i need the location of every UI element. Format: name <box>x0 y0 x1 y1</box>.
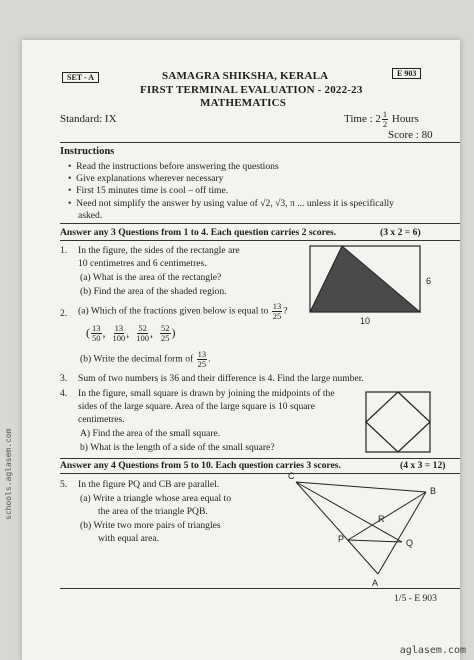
section-1-marks: (3 x 2 = 6) <box>380 227 421 238</box>
time-fraction <box>382 110 388 129</box>
instruction-item: • Give explanations wherever necessary <box>68 173 224 184</box>
q5-part-a-line2: the area of the triangle PQB. <box>98 506 208 517</box>
segment-cq <box>296 482 402 542</box>
q2-part-a <box>78 302 287 321</box>
time-label <box>344 110 419 129</box>
time-prefix: Time : 2 <box>344 113 381 126</box>
q4-line1: In the figure, small square is drawn by joining the midpoints of the <box>78 388 335 399</box>
q2-target-numerator: 13 <box>272 301 282 311</box>
label-c: C <box>288 471 295 481</box>
q4-line3: centimetres. <box>78 414 125 425</box>
organisation-title: SAMAGRA SHIKSHA, KERALA <box>162 70 329 82</box>
segment-bp <box>348 492 426 540</box>
exam-title: FIRST TERMINAL EVALUATION - 2022-23 <box>140 84 363 96</box>
option-fraction <box>136 324 149 343</box>
q2-target-denominator: 25 <box>272 311 282 321</box>
large-square <box>366 392 430 452</box>
option-fraction <box>113 324 126 343</box>
score-label: Score : 80 <box>388 129 433 141</box>
section-2-heading: Answer any 4 Questions from 5 to 10. Each question carries 3 scores. <box>60 460 341 471</box>
shaded-triangle <box>310 246 420 312</box>
header-rule <box>60 142 460 143</box>
page-number: 1/5 - E 903 <box>394 593 437 604</box>
rectangle-height-label: 6 <box>426 276 432 286</box>
footer-rule <box>60 588 460 589</box>
q5-part-b-line2: with equal area. <box>98 533 159 544</box>
instructions-title: Instructions <box>60 146 115 157</box>
q5-part-b-line1: (b) Write two more pairs of triangles <box>80 520 221 531</box>
q2-number: 2. <box>60 308 68 319</box>
option-denominator: 25 <box>161 333 170 343</box>
standard-label: Standard: IX <box>60 113 117 125</box>
option-denominator: 100 <box>136 333 149 343</box>
q4-line2: sides of the large square. Area of the large square is 10 square <box>78 401 316 412</box>
instruction-item: • Need not simplify the answer by using value of √2, √3, π ... unless it is specifically <box>68 198 394 209</box>
label-r: R <box>378 514 385 524</box>
q1-part-a: (a) What is the area of the rectangle? <box>80 272 222 283</box>
instruction-text: Read the instructions before answering the questions <box>76 161 279 172</box>
section-1-heading: Answer any 3 Questions from 1 to 4. Each question carries 2 scores. <box>60 227 337 238</box>
segment-pq <box>348 540 402 542</box>
subject-title: MATHEMATICS <box>200 97 287 109</box>
q5-triangle-figure <box>284 470 444 588</box>
q2-target-fraction <box>272 302 283 321</box>
q3-number: 3. <box>60 373 68 384</box>
q2-b-denominator: 25 <box>197 359 207 369</box>
q2-part-b-text: (b) Write the decimal form of <box>80 353 194 365</box>
section-2-rule-top <box>60 458 460 459</box>
option-fraction <box>91 324 102 343</box>
q4-part-a: A) Find the area of the small square. <box>80 428 221 439</box>
option-numerator: 13 <box>114 323 124 333</box>
set-badge: SET - A <box>62 72 99 83</box>
option-denominator: 50 <box>92 333 101 343</box>
time-unit: Hours <box>391 113 419 126</box>
q1-line2: 10 centimetres and 6 centimetres. <box>78 258 207 269</box>
q1-number: 1. <box>60 245 68 256</box>
option-numerator: 52 <box>138 323 147 333</box>
q2-part-a-text: (a) Which of the fractions given below is equal to <box>78 305 269 317</box>
rectangle-width-label: 10 <box>360 316 371 326</box>
instruction-item: • First 15 minutes time is cool – off time. <box>68 185 229 196</box>
label-p: P <box>338 534 345 544</box>
site-watermark: aglasem.com <box>399 645 466 656</box>
instruction-item: • Read the instructions before answering the questions <box>68 161 279 172</box>
option-numerator: 13 <box>92 323 101 333</box>
option-fraction <box>160 324 171 343</box>
section-1-rule <box>60 240 460 241</box>
q5-line1: In the figure PQ and CB are parallel. <box>78 479 220 490</box>
q4-square-figure <box>362 390 436 456</box>
segment-cb <box>296 482 426 492</box>
label-q: Q <box>406 538 414 548</box>
q2-b-numerator: 13 <box>197 349 207 359</box>
q2-part-b: (b) Write the decimal form of $\frac{13}{25}$ . <box>80 349 211 369</box>
q2-options: ( $\frac{13}{50}$ , $\frac{13}{100}$ , $\frac{52}{100}$ , $\frac{52}{25}$ ) <box>86 323 176 343</box>
q3-text: Sum of two numbers is 36 and their difference is 4. Find the large number. <box>78 373 364 384</box>
exam-paper <box>22 40 460 660</box>
segment-ca <box>296 482 378 574</box>
side-watermark: schools.aglasem.com <box>4 428 13 520</box>
q5-number: 5. <box>60 479 68 490</box>
option-denominator: 100 <box>112 333 126 343</box>
label-b: B <box>430 486 437 496</box>
q1-line1: In the figure, the sides of the rectangle are <box>78 245 240 256</box>
q1-rectangle-figure <box>306 244 446 326</box>
paper-code-badge: E 903 <box>392 68 421 79</box>
section-2-marks: (4 x 3 = 12) <box>400 460 446 471</box>
q4-number: 4. <box>60 388 68 399</box>
q4-part-b: b) What is the length of a side of the small square? <box>80 442 275 453</box>
time-numerator: 1 <box>382 109 388 119</box>
option-numerator: 52 <box>161 323 170 333</box>
q1-part-b: (b) Find the area of the shaded region. <box>80 286 227 297</box>
small-square <box>366 392 430 452</box>
label-a: A <box>372 578 379 588</box>
q2-question-mark: ? <box>283 305 288 317</box>
q2-b-fraction <box>197 350 208 369</box>
instructions-rule <box>60 223 460 224</box>
instruction-continuation: asked. <box>78 210 103 221</box>
q5-part-a-line1: (a) Write a triangle whose area equal to <box>80 493 231 504</box>
instruction-text: First 15 minutes time is cool – off time. <box>76 185 229 196</box>
time-denominator: 2 <box>382 119 388 129</box>
instruction-text: Give explanations wherever necessary <box>76 173 224 184</box>
instruction-text: Need not simplify the answer by using value of √2, √3, π ... unless it is specifically <box>76 198 394 209</box>
